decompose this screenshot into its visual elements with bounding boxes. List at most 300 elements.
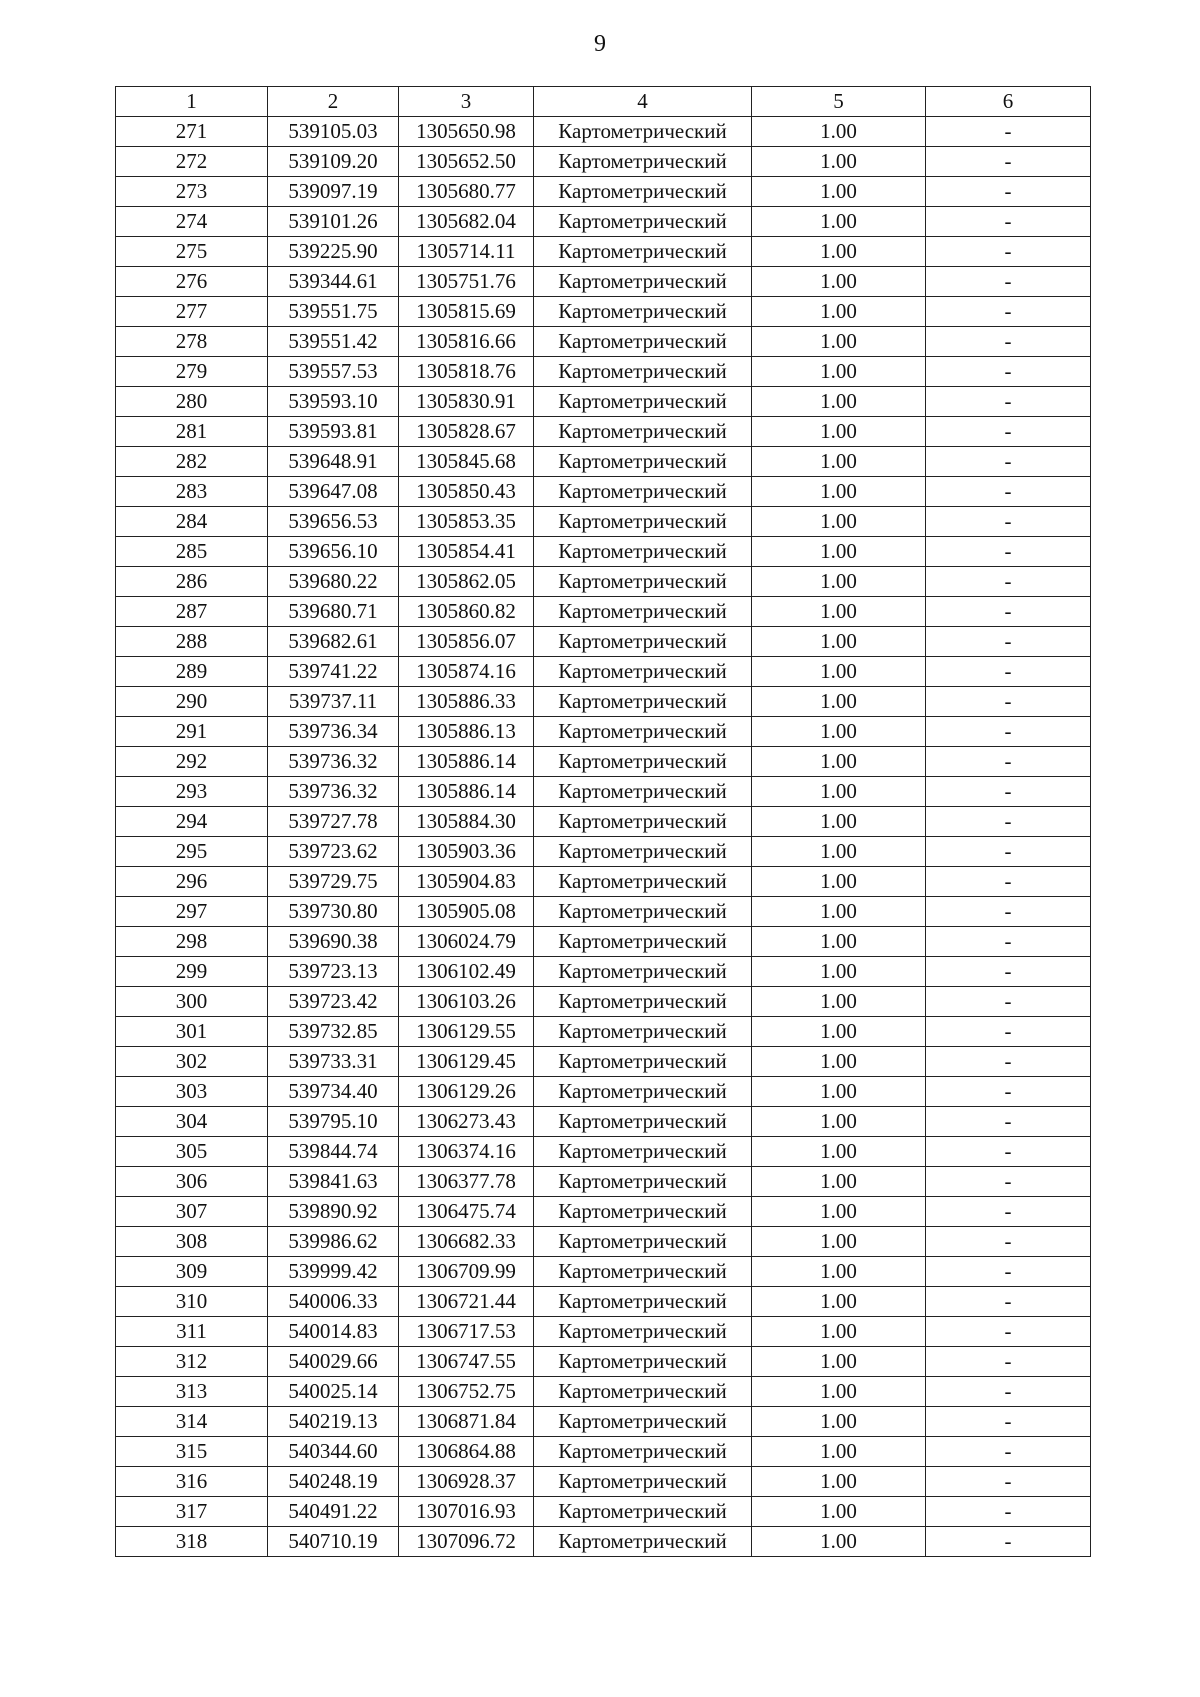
accuracy-cell: 1.00: [752, 297, 926, 327]
point-number-cell: 295: [116, 837, 268, 867]
description-cell: -: [926, 1077, 1091, 1107]
description-cell: -: [926, 1227, 1091, 1257]
accuracy-cell: 1.00: [752, 627, 926, 657]
method-cell: Картометрический: [534, 387, 752, 417]
description-cell: -: [926, 957, 1091, 987]
description-cell: -: [926, 1317, 1091, 1347]
description-cell: -: [926, 1527, 1091, 1557]
x-coordinate-cell: 539551.42: [268, 327, 399, 357]
description-cell: -: [926, 1047, 1091, 1077]
method-cell: Картометрический: [534, 597, 752, 627]
x-coordinate-cell: 540014.83: [268, 1317, 399, 1347]
description-cell: -: [926, 117, 1091, 147]
description-cell: -: [926, 357, 1091, 387]
table-row: [116, 1167, 1091, 1197]
table-row: [116, 1407, 1091, 1437]
description-cell: -: [926, 597, 1091, 627]
method-cell: Картометрический: [534, 417, 752, 447]
method-cell: Картометрический: [534, 957, 752, 987]
table-row: [116, 1377, 1091, 1407]
description-cell: -: [926, 1347, 1091, 1377]
point-number-cell: 298: [116, 927, 268, 957]
method-cell: Картометрический: [534, 207, 752, 237]
accuracy-cell: 1.00: [752, 687, 926, 717]
x-coordinate-cell: 539690.38: [268, 927, 399, 957]
description-cell: -: [926, 1107, 1091, 1137]
method-cell: Картометрический: [534, 1107, 752, 1137]
method-cell: Картометрический: [534, 1377, 752, 1407]
method-cell: Картометрический: [534, 1347, 752, 1377]
page-number: 9: [594, 31, 606, 57]
table-row: [116, 1137, 1091, 1167]
column-header-5: 5: [752, 87, 926, 117]
point-number-cell: 296: [116, 867, 268, 897]
accuracy-cell: 1.00: [752, 717, 926, 747]
x-coordinate-cell: 539097.19: [268, 177, 399, 207]
accuracy-cell: 1.00: [752, 387, 926, 417]
table-row: [116, 387, 1091, 417]
table-row: [116, 537, 1091, 567]
description-cell: -: [926, 1257, 1091, 1287]
description-cell: -: [926, 1197, 1091, 1227]
table-row: [116, 267, 1091, 297]
y-coordinate-cell: 1305751.76: [399, 267, 534, 297]
y-coordinate-cell: 1306374.16: [399, 1137, 534, 1167]
point-number-cell: 302: [116, 1047, 268, 1077]
description-cell: -: [926, 1437, 1091, 1467]
y-coordinate-cell: 1305886.13: [399, 717, 534, 747]
point-number-cell: 317: [116, 1497, 268, 1527]
method-cell: Картометрический: [534, 537, 752, 567]
y-coordinate-cell: 1306717.53: [399, 1317, 534, 1347]
table-row: [116, 687, 1091, 717]
y-coordinate-cell: 1305905.08: [399, 897, 534, 927]
table-row: [116, 1437, 1091, 1467]
y-coordinate-cell: 1307016.93: [399, 1497, 534, 1527]
x-coordinate-cell: 540248.19: [268, 1467, 399, 1497]
y-coordinate-cell: 1305650.98: [399, 117, 534, 147]
coordinates-table: [115, 86, 1091, 1557]
method-cell: Картометрический: [534, 1437, 752, 1467]
method-cell: Картометрический: [534, 987, 752, 1017]
table-row: [116, 837, 1091, 867]
y-coordinate-cell: 1305860.82: [399, 597, 534, 627]
y-coordinate-cell: 1305850.43: [399, 477, 534, 507]
x-coordinate-cell: 540025.14: [268, 1377, 399, 1407]
y-coordinate-cell: 1305815.69: [399, 297, 534, 327]
description-cell: -: [926, 537, 1091, 567]
x-coordinate-cell: 539682.61: [268, 627, 399, 657]
method-cell: Картометрический: [534, 1527, 752, 1557]
point-number-cell: 305: [116, 1137, 268, 1167]
y-coordinate-cell: 1305853.35: [399, 507, 534, 537]
method-cell: Картометрический: [534, 687, 752, 717]
accuracy-cell: 1.00: [752, 1047, 926, 1077]
method-cell: Картометрический: [534, 1467, 752, 1497]
accuracy-cell: 1.00: [752, 1377, 926, 1407]
x-coordinate-cell: 539727.78: [268, 807, 399, 837]
point-number-cell: 311: [116, 1317, 268, 1347]
x-coordinate-cell: 539723.13: [268, 957, 399, 987]
point-number-cell: 291: [116, 717, 268, 747]
y-coordinate-cell: 1306103.26: [399, 987, 534, 1017]
y-coordinate-cell: 1305903.36: [399, 837, 534, 867]
y-coordinate-cell: 1305884.30: [399, 807, 534, 837]
description-cell: -: [926, 567, 1091, 597]
point-number-cell: 290: [116, 687, 268, 717]
point-number-cell: 285: [116, 537, 268, 567]
table-row: [116, 1047, 1091, 1077]
accuracy-cell: 1.00: [752, 1317, 926, 1347]
table-row: [116, 1497, 1091, 1527]
accuracy-cell: 1.00: [752, 147, 926, 177]
point-number-cell: 281: [116, 417, 268, 447]
point-number-cell: 306: [116, 1167, 268, 1197]
accuracy-cell: 1.00: [752, 357, 926, 387]
method-cell: Картометрический: [534, 717, 752, 747]
x-coordinate-cell: 540344.60: [268, 1437, 399, 1467]
method-cell: Картометрический: [534, 1287, 752, 1317]
method-cell: Картометрический: [534, 927, 752, 957]
y-coordinate-cell: 1305680.77: [399, 177, 534, 207]
table-row: [116, 447, 1091, 477]
table-row: [116, 987, 1091, 1017]
x-coordinate-cell: 539656.53: [268, 507, 399, 537]
description-cell: -: [926, 897, 1091, 927]
accuracy-cell: 1.00: [752, 1527, 926, 1557]
description-cell: -: [926, 297, 1091, 327]
point-number-cell: 287: [116, 597, 268, 627]
y-coordinate-cell: 1307096.72: [399, 1527, 534, 1557]
method-cell: Картометрический: [534, 177, 752, 207]
method-cell: Картометрический: [534, 1077, 752, 1107]
method-cell: Картометрический: [534, 357, 752, 387]
description-cell: -: [926, 807, 1091, 837]
y-coordinate-cell: 1305854.41: [399, 537, 534, 567]
method-cell: Картометрический: [534, 897, 752, 927]
description-cell: -: [926, 447, 1091, 477]
accuracy-cell: 1.00: [752, 777, 926, 807]
description-cell: -: [926, 1137, 1091, 1167]
y-coordinate-cell: 1305682.04: [399, 207, 534, 237]
method-cell: Картометрический: [534, 1047, 752, 1077]
x-coordinate-cell: 539723.42: [268, 987, 399, 1017]
point-number-cell: 279: [116, 357, 268, 387]
point-number-cell: 284: [116, 507, 268, 537]
point-number-cell: 289: [116, 657, 268, 687]
table-row: [116, 1347, 1091, 1377]
x-coordinate-cell: 539648.91: [268, 447, 399, 477]
point-number-cell: 293: [116, 777, 268, 807]
x-coordinate-cell: 540006.33: [268, 1287, 399, 1317]
description-cell: -: [926, 1167, 1091, 1197]
accuracy-cell: 1.00: [752, 747, 926, 777]
y-coordinate-cell: 1306273.43: [399, 1107, 534, 1137]
method-cell: Картометрический: [534, 117, 752, 147]
description-cell: -: [926, 267, 1091, 297]
table-row: [116, 1317, 1091, 1347]
point-number-cell: 273: [116, 177, 268, 207]
y-coordinate-cell: 1305652.50: [399, 147, 534, 177]
y-coordinate-cell: 1306709.99: [399, 1257, 534, 1287]
method-cell: Картометрический: [534, 627, 752, 657]
point-number-cell: 297: [116, 897, 268, 927]
description-cell: -: [926, 777, 1091, 807]
x-coordinate-cell: 539557.53: [268, 357, 399, 387]
method-cell: Картометрический: [534, 1197, 752, 1227]
table-row: [116, 177, 1091, 207]
x-coordinate-cell: 539680.22: [268, 567, 399, 597]
table-row: [116, 717, 1091, 747]
point-number-cell: 283: [116, 477, 268, 507]
accuracy-cell: 1.00: [752, 867, 926, 897]
table-row: [116, 357, 1091, 387]
point-number-cell: 300: [116, 987, 268, 1017]
x-coordinate-cell: 539795.10: [268, 1107, 399, 1137]
x-coordinate-cell: 539647.08: [268, 477, 399, 507]
accuracy-cell: 1.00: [752, 1017, 926, 1047]
x-coordinate-cell: 539736.32: [268, 777, 399, 807]
table-row: [116, 117, 1091, 147]
method-cell: Картометрический: [534, 297, 752, 327]
description-cell: -: [926, 327, 1091, 357]
point-number-cell: 276: [116, 267, 268, 297]
method-cell: Картометрический: [534, 1497, 752, 1527]
point-number-cell: 309: [116, 1257, 268, 1287]
accuracy-cell: 1.00: [752, 447, 926, 477]
y-coordinate-cell: 1306024.79: [399, 927, 534, 957]
y-coordinate-cell: 1305886.14: [399, 777, 534, 807]
table-row: [116, 477, 1091, 507]
y-coordinate-cell: 1306129.55: [399, 1017, 534, 1047]
description-cell: -: [926, 1497, 1091, 1527]
table-row: [116, 657, 1091, 687]
description-cell: -: [926, 387, 1091, 417]
table-row: [116, 507, 1091, 537]
table-row: [116, 597, 1091, 627]
x-coordinate-cell: 539593.10: [268, 387, 399, 417]
description-cell: -: [926, 747, 1091, 777]
x-coordinate-cell: 540710.19: [268, 1527, 399, 1557]
x-coordinate-cell: 539732.85: [268, 1017, 399, 1047]
point-number-cell: 301: [116, 1017, 268, 1047]
point-number-cell: 294: [116, 807, 268, 837]
accuracy-cell: 1.00: [752, 807, 926, 837]
description-cell: -: [926, 477, 1091, 507]
x-coordinate-cell: 539890.92: [268, 1197, 399, 1227]
description-cell: -: [926, 417, 1091, 447]
description-cell: -: [926, 1017, 1091, 1047]
x-coordinate-cell: 539656.10: [268, 537, 399, 567]
point-number-cell: 308: [116, 1227, 268, 1257]
method-cell: Картометрический: [534, 567, 752, 597]
method-cell: Картометрический: [534, 1257, 752, 1287]
accuracy-cell: 1.00: [752, 657, 926, 687]
description-cell: -: [926, 1287, 1091, 1317]
x-coordinate-cell: 539730.80: [268, 897, 399, 927]
table-row: [116, 567, 1091, 597]
x-coordinate-cell: 539101.26: [268, 207, 399, 237]
column-header-3: 3: [399, 87, 534, 117]
method-cell: Картометрический: [534, 507, 752, 537]
point-number-cell: 292: [116, 747, 268, 777]
description-cell: -: [926, 837, 1091, 867]
x-coordinate-cell: 539723.62: [268, 837, 399, 867]
y-coordinate-cell: 1306721.44: [399, 1287, 534, 1317]
column-header-4: 4: [534, 87, 752, 117]
y-coordinate-cell: 1306129.26: [399, 1077, 534, 1107]
table-header-row: [116, 87, 1091, 117]
accuracy-cell: 1.00: [752, 177, 926, 207]
description-cell: -: [926, 717, 1091, 747]
accuracy-cell: 1.00: [752, 1467, 926, 1497]
y-coordinate-cell: 1305856.07: [399, 627, 534, 657]
table-row: [116, 957, 1091, 987]
method-cell: Картометрический: [534, 867, 752, 897]
point-number-cell: 315: [116, 1437, 268, 1467]
accuracy-cell: 1.00: [752, 1407, 926, 1437]
accuracy-cell: 1.00: [752, 1437, 926, 1467]
point-number-cell: 314: [116, 1407, 268, 1437]
accuracy-cell: 1.00: [752, 1137, 926, 1167]
y-coordinate-cell: 1306871.84: [399, 1407, 534, 1437]
point-number-cell: 310: [116, 1287, 268, 1317]
method-cell: Картометрический: [534, 237, 752, 267]
table-row: [116, 1287, 1091, 1317]
x-coordinate-cell: 539999.42: [268, 1257, 399, 1287]
description-cell: -: [926, 207, 1091, 237]
table-row: [116, 1077, 1091, 1107]
method-cell: Картометрический: [534, 1167, 752, 1197]
method-cell: Картометрический: [534, 1137, 752, 1167]
point-number-cell: 277: [116, 297, 268, 327]
method-cell: Картометрический: [534, 747, 752, 777]
description-cell: -: [926, 867, 1091, 897]
x-coordinate-cell: 539593.81: [268, 417, 399, 447]
y-coordinate-cell: 1305818.76: [399, 357, 534, 387]
accuracy-cell: 1.00: [752, 1287, 926, 1317]
table-row: [116, 777, 1091, 807]
x-coordinate-cell: 539844.74: [268, 1137, 399, 1167]
method-cell: Картометрический: [534, 807, 752, 837]
accuracy-cell: 1.00: [752, 1227, 926, 1257]
x-coordinate-cell: 539741.22: [268, 657, 399, 687]
point-number-cell: 286: [116, 567, 268, 597]
y-coordinate-cell: 1306747.55: [399, 1347, 534, 1377]
point-number-cell: 275: [116, 237, 268, 267]
table-row: [116, 747, 1091, 777]
point-number-cell: 288: [116, 627, 268, 657]
accuracy-cell: 1.00: [752, 237, 926, 267]
method-cell: Картометрический: [534, 1407, 752, 1437]
x-coordinate-cell: 540491.22: [268, 1497, 399, 1527]
method-cell: Картометрический: [534, 1227, 752, 1257]
table-row: [116, 1197, 1091, 1227]
description-cell: -: [926, 657, 1091, 687]
y-coordinate-cell: 1306377.78: [399, 1167, 534, 1197]
table-row: [116, 1467, 1091, 1497]
description-cell: -: [926, 627, 1091, 657]
point-number-cell: 304: [116, 1107, 268, 1137]
x-coordinate-cell: 539733.31: [268, 1047, 399, 1077]
table-row: [116, 1107, 1091, 1137]
description-cell: -: [926, 177, 1091, 207]
x-coordinate-cell: 539551.75: [268, 297, 399, 327]
description-cell: -: [926, 237, 1091, 267]
table-row: [116, 1017, 1091, 1047]
point-number-cell: 274: [116, 207, 268, 237]
x-coordinate-cell: 539736.34: [268, 717, 399, 747]
table-row: [116, 147, 1091, 177]
method-cell: Картометрический: [534, 1017, 752, 1047]
x-coordinate-cell: 539986.62: [268, 1227, 399, 1257]
table-row: [116, 297, 1091, 327]
accuracy-cell: 1.00: [752, 1167, 926, 1197]
y-coordinate-cell: 1306864.88: [399, 1437, 534, 1467]
y-coordinate-cell: 1306682.33: [399, 1227, 534, 1257]
accuracy-cell: 1.00: [752, 117, 926, 147]
method-cell: Картометрический: [534, 267, 752, 297]
accuracy-cell: 1.00: [752, 207, 926, 237]
accuracy-cell: 1.00: [752, 417, 926, 447]
y-coordinate-cell: 1305816.66: [399, 327, 534, 357]
table-row: [116, 1527, 1091, 1557]
description-cell: -: [926, 147, 1091, 177]
y-coordinate-cell: 1306475.74: [399, 1197, 534, 1227]
method-cell: Картометрический: [534, 447, 752, 477]
point-number-cell: 307: [116, 1197, 268, 1227]
accuracy-cell: 1.00: [752, 1197, 926, 1227]
x-coordinate-cell: 540029.66: [268, 1347, 399, 1377]
table-row: [116, 327, 1091, 357]
table-row: [116, 207, 1091, 237]
x-coordinate-cell: 539841.63: [268, 1167, 399, 1197]
y-coordinate-cell: 1306752.75: [399, 1377, 534, 1407]
accuracy-cell: 1.00: [752, 897, 926, 927]
method-cell: Картометрический: [534, 657, 752, 687]
table-row: [116, 627, 1091, 657]
y-coordinate-cell: 1306102.49: [399, 957, 534, 987]
point-number-cell: 299: [116, 957, 268, 987]
y-coordinate-cell: 1305886.33: [399, 687, 534, 717]
x-coordinate-cell: 539680.71: [268, 597, 399, 627]
method-cell: Картометрический: [534, 477, 752, 507]
accuracy-cell: 1.00: [752, 597, 926, 627]
accuracy-cell: 1.00: [752, 1077, 926, 1107]
description-cell: -: [926, 927, 1091, 957]
table-row: [116, 417, 1091, 447]
method-cell: Картометрический: [534, 1317, 752, 1347]
accuracy-cell: 1.00: [752, 507, 926, 537]
method-cell: Картометрический: [534, 837, 752, 867]
y-coordinate-cell: 1305862.05: [399, 567, 534, 597]
point-number-cell: 318: [116, 1527, 268, 1557]
method-cell: Картометрический: [534, 777, 752, 807]
table-row: [116, 927, 1091, 957]
table-row: [116, 1257, 1091, 1287]
table-row: [116, 867, 1091, 897]
method-cell: Картометрический: [534, 327, 752, 357]
table-row: [116, 237, 1091, 267]
y-coordinate-cell: 1305714.11: [399, 237, 534, 267]
point-number-cell: 282: [116, 447, 268, 477]
y-coordinate-cell: 1305828.67: [399, 417, 534, 447]
column-header-2: 2: [268, 87, 399, 117]
point-number-cell: 312: [116, 1347, 268, 1377]
accuracy-cell: 1.00: [752, 1257, 926, 1287]
accuracy-cell: 1.00: [752, 567, 926, 597]
description-cell: -: [926, 687, 1091, 717]
